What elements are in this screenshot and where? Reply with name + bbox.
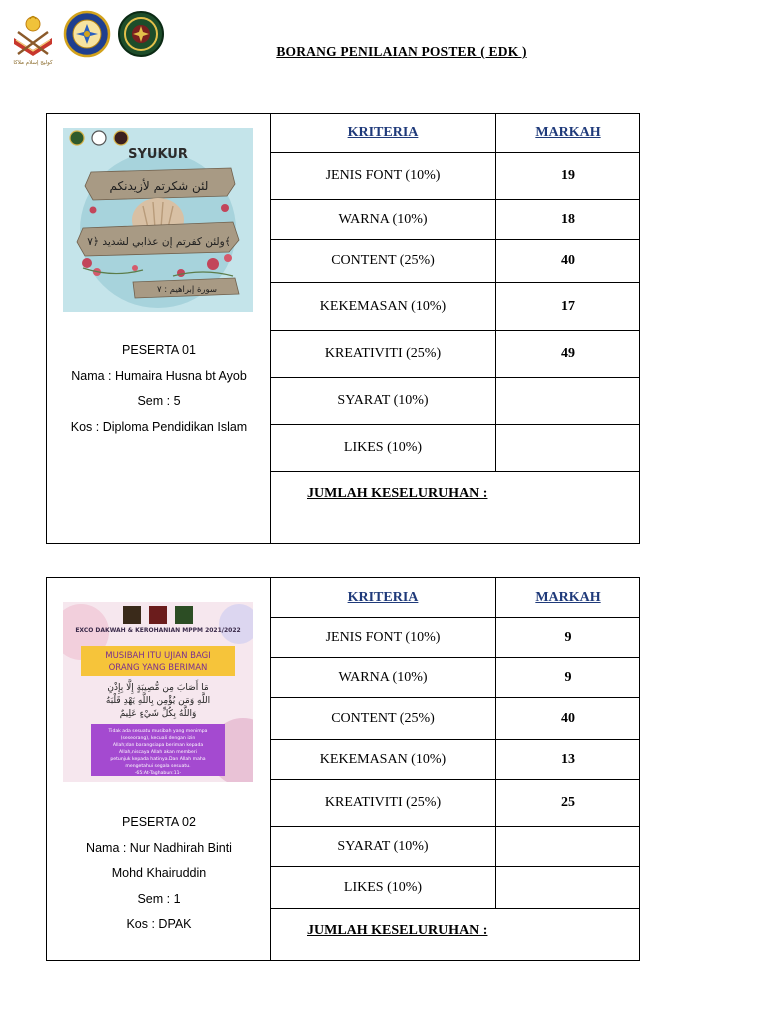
criterion-mark: 25 xyxy=(561,795,575,810)
criterion-mark: 40 xyxy=(561,710,575,726)
evaluation-form-1 xyxy=(46,113,640,544)
participant-panel xyxy=(47,578,271,960)
participant-info xyxy=(47,338,271,440)
header-kriteria: KRITERIA xyxy=(271,578,496,617)
participant-label: PESERTA 02 xyxy=(122,815,196,829)
table-row xyxy=(271,658,640,698)
participant-course: Kos : DPAK xyxy=(126,917,192,931)
criterion-mark xyxy=(496,378,640,424)
participant-label: PESERTA 01 xyxy=(122,343,196,357)
table-row xyxy=(271,867,640,909)
criterion-label: KEKEMASAN (10%) xyxy=(271,283,496,330)
table-row xyxy=(271,283,640,331)
criterion-mark: 9 xyxy=(564,669,572,685)
svg-text:لئن شكرتم لأزيدنكم: لئن شكرتم لأزيدنكم xyxy=(109,179,209,193)
svg-text:ولئن كفرتم إن عذابي لشديد ﴿٧﴾: ولئن كفرتم إن عذابي لشديد ﴿٧﴾ xyxy=(87,236,231,248)
criterion-mark: 17 xyxy=(561,298,575,314)
participant-course: Kos : Diploma Pendidikan Islam xyxy=(70,419,248,434)
criterion-mark xyxy=(496,867,640,908)
criterion-mark: 9 xyxy=(564,629,572,645)
svg-text:Allah;dan barangsiapa beriman: Allah;dan barangsiapa beriman kepada xyxy=(112,743,204,748)
document-title: BORANG PENILAIAN POSTER ( EDK ) xyxy=(276,44,527,59)
table-row xyxy=(271,698,640,740)
table-row xyxy=(271,331,640,378)
criterion-label: CONTENT (25%) xyxy=(271,240,496,282)
table-row xyxy=(271,153,640,200)
table-row xyxy=(271,780,640,827)
svg-text:كوليج إسلام ملاكا: كوليج إسلام ملاكا xyxy=(13,60,53,66)
table-row xyxy=(271,618,640,658)
participant-info xyxy=(47,810,271,938)
table-row xyxy=(271,827,640,867)
evaluation-form-2 xyxy=(46,577,640,961)
criterion-label: LIKES (10%) xyxy=(271,425,496,471)
criterion-label: WARNA (10%) xyxy=(271,200,496,239)
svg-text:-65:At-Taghabun:11-: -65:At-Taghabun:11- xyxy=(134,771,182,776)
criterion-mark xyxy=(496,827,640,866)
criterion-label: WARNA (10%) xyxy=(271,658,496,697)
header-kriteria: KRITERIA xyxy=(271,114,496,152)
participant-name: Nama : Humaira Husna bt Ayob xyxy=(71,368,247,383)
poster-image-musibah xyxy=(63,602,253,782)
svg-text:وَاللَّهُ بِكُلِّ شَيْءٍ عَلِي: وَاللَّهُ بِكُلِّ شَيْءٍ عَلِيمٌ xyxy=(119,709,197,719)
table-row xyxy=(271,378,640,425)
svg-text:Tidak ada sesuatu musibah yang: Tidak ada sesuatu musibah yang menimpa xyxy=(108,729,208,734)
header-markah: MARKAH xyxy=(535,125,601,140)
total-label: JUMLAH KESELURUHAN : xyxy=(307,486,488,501)
table-row xyxy=(271,740,640,780)
criterion-label: SYARAT (10%) xyxy=(271,378,496,424)
participant-panel xyxy=(47,114,271,543)
poster-image-syukur xyxy=(63,128,253,312)
total-label: JUMLAH KESELURUHAN : xyxy=(307,923,488,938)
criterion-label: SYARAT (10%) xyxy=(271,827,496,866)
criterion-label: KEKEMASAN (10%) xyxy=(271,740,496,779)
participant-name-cont: Mohd Khairuddin xyxy=(111,866,207,880)
svg-text:مَا أَصَابَ مِن مُّصِيبَةٍ إِل: مَا أَصَابَ مِن مُّصِيبَةٍ إِلَّا بِإِذْنِ xyxy=(107,683,209,693)
svg-text:اللَّهِ وَمَن يُؤْمِن بِاللَّه: اللَّهِ وَمَن يُؤْمِن بِاللَّهِ يَهْدِ قَلْبَهُ xyxy=(105,696,211,706)
svg-text:petunjuk kepada hatinya.Dan Al: petunjuk kepada hatinya.Dan Allah maha xyxy=(110,757,206,762)
svg-text:MUSIBAH ITU UJIAN BAGI: MUSIBAH ITU UJIAN BAGI xyxy=(105,651,211,661)
svg-text:EXCO DAKWAH & KEROHANIAN MPPM: EXCO DAKWAH & KEROHANIAN MPPM 2021/2022 xyxy=(75,627,241,634)
table-header xyxy=(271,578,640,618)
table-header xyxy=(271,114,640,153)
table-row xyxy=(271,200,640,240)
participant-semester: Sem : 1 xyxy=(137,891,181,906)
criterion-label: KREATIVITI (25%) xyxy=(271,780,496,826)
total-row xyxy=(271,909,640,961)
criterion-label: KREATIVITI (25%) xyxy=(271,331,496,377)
criterion-mark xyxy=(496,425,640,471)
criterion-label: JENIS FONT (10%) xyxy=(271,618,496,657)
svg-text:SYUKUR: SYUKUR xyxy=(128,147,188,162)
total-row xyxy=(271,472,640,552)
criterion-mark: 19 xyxy=(561,168,575,183)
table-row xyxy=(271,240,640,283)
criterion-mark: 40 xyxy=(561,253,575,268)
svg-text:سورة إبراهيم : ٧: سورة إبراهيم : ٧ xyxy=(156,285,218,295)
criterion-mark: 18 xyxy=(561,211,575,227)
criterion-label: CONTENT (25%) xyxy=(271,698,496,739)
criterion-mark: 49 xyxy=(561,346,575,361)
svg-text:ORANG YANG BERIMAN: ORANG YANG BERIMAN xyxy=(108,663,208,673)
svg-text:Allah,niscaya Allah akan membe: Allah,niscaya Allah akan memberi xyxy=(119,750,197,755)
table-row xyxy=(271,425,640,472)
criterion-label: JENIS FONT (10%) xyxy=(271,153,496,199)
participant-semester: Sem : 5 xyxy=(137,394,181,408)
header-markah: MARKAH xyxy=(535,589,601,605)
criterion-label: LIKES (10%) xyxy=(271,867,496,908)
svg-text:(seseorang), kecuali dengan iz: (seseorang), kecuali dengan izin xyxy=(120,736,196,741)
criterion-mark: 13 xyxy=(561,751,575,767)
participant-name: Nama : Nur Nadhirah Binti xyxy=(86,840,232,855)
svg-text:mengetahui segala sesuatu.: mengetahui segala sesuatu. xyxy=(125,764,191,769)
